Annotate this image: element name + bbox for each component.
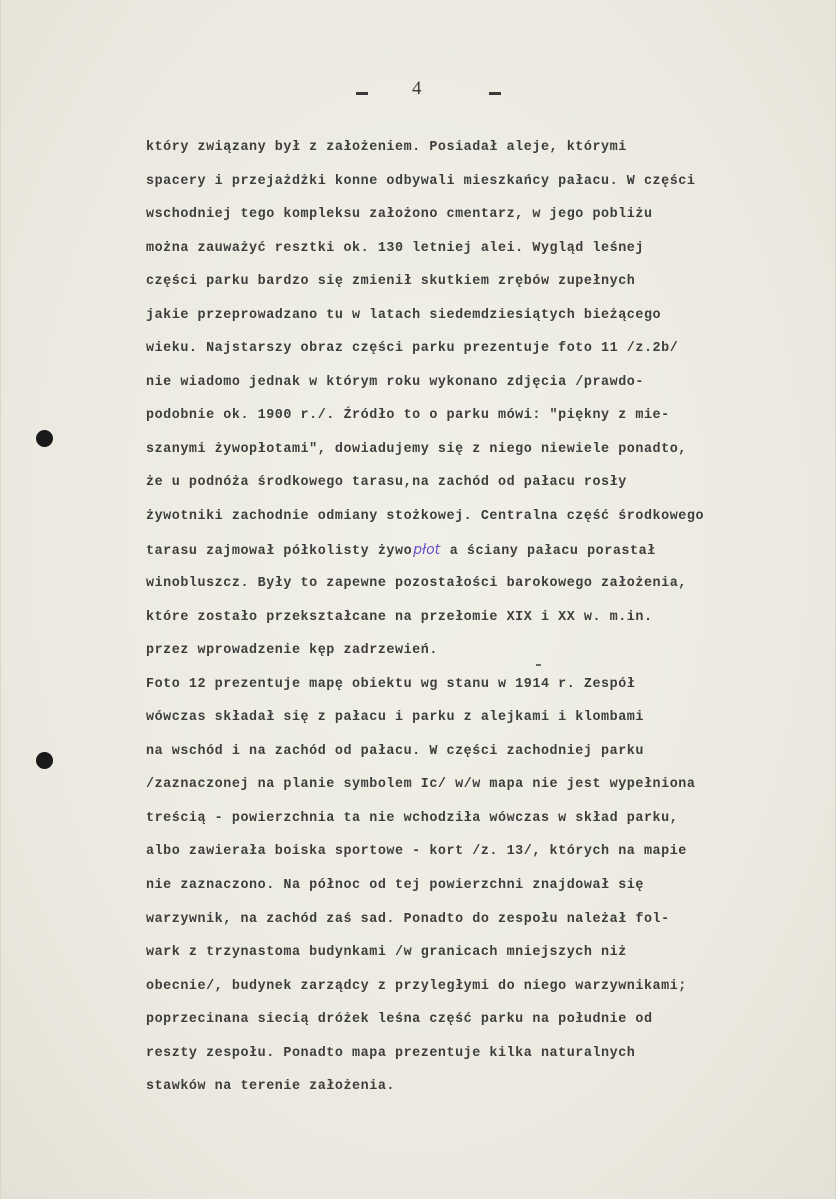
text-line-main: które zostało przekształcane na przełomie XIX i XX w. m.in. (146, 609, 653, 625)
text-line-main: jakie przeprowadzano tu w latach siedemdziesiątych bieżącego (146, 307, 662, 323)
text-line-main: szanymi żywopłotami", dowiadujemy się z niego niewiele ponadto, (146, 441, 687, 457)
text-line (146, 1070, 826, 1104)
text-line-main: wark z trzynastoma budynkami /w granicach mniejszych niż (146, 945, 627, 961)
ink-speck (536, 664, 541, 666)
text-line-main: na wschód i na zachód od pałacu. W części zachodniej parku (146, 743, 644, 759)
text-line-main: obecnie/, budynek zarządcy z przyległymi do niego warzywnikami; (146, 978, 687, 994)
body-text (146, 131, 826, 1104)
text-line (146, 768, 826, 802)
text-line (146, 970, 826, 1004)
text-line (146, 232, 826, 266)
text-line-main: albo zawierała boiska sportowe - kort /z. 13/, których na mapie (146, 844, 687, 860)
text-line-main: poprzecinana siecią dróżek leśna część parku na południe od (146, 1012, 653, 1028)
text-line-main: podobnie ok. 1900 r./. Źródło to o parku mówi: "piękny z mie- (146, 408, 670, 424)
text-line (146, 332, 826, 366)
text-line-main: treścią - powierzchnia ta nie wchodziła wówczas w skład parku, (146, 810, 679, 826)
text-line (146, 131, 826, 165)
text-line-main: wówczas składał się z pałacu i parku z alejkami i klombami (146, 710, 644, 726)
text-line (146, 534, 826, 568)
text-line (146, 198, 826, 232)
text-line (146, 500, 826, 534)
text-line-main: spacery i przejażdżki konne odbywali mieszkańcy pałacu. W części (146, 173, 696, 189)
text-line (146, 835, 826, 869)
punch-hole-top (36, 430, 53, 447)
text-line-main: reszty zespołu. Ponadto mapa prezentuje kilka naturalnych (146, 1045, 636, 1061)
text-line (146, 567, 826, 601)
punch-hole-bottom (36, 752, 53, 769)
text-line (146, 936, 826, 970)
text-line-main: wieku. Najstarszy obraz części parku prezentuje foto 11 /z.2b/ (146, 341, 679, 357)
text-line (146, 735, 826, 769)
text-line (146, 701, 826, 735)
text-line-main: Foto 12 prezentuje mapę obiektu wg stanu w 1914 r. Zespół (146, 676, 636, 692)
text-line-main: że u podnóża środkowego tarasu,na zachód od pałacu rosły (146, 475, 627, 491)
text-line (146, 802, 826, 836)
text-line (146, 1003, 826, 1037)
text-line (146, 634, 826, 668)
text-line-main: żywotniki zachodnie odmiany stożkowej. Centralna część środkowego (146, 509, 705, 525)
handwritten-annotation: płot (413, 541, 441, 558)
page-header (0, 78, 836, 108)
text-line (146, 265, 826, 299)
text-line-main: nie zaznaczono. Na północ od tej powierzchni znajdował się (146, 878, 644, 894)
page-number: 4 (412, 78, 422, 99)
text-line (146, 668, 826, 702)
text-line (146, 903, 826, 937)
text-line (146, 601, 826, 635)
text-line (146, 466, 826, 500)
text-line-main: części parku bardzo się zmienił skutkiem zrębów zupełnych (146, 274, 636, 290)
text-line (146, 1037, 826, 1071)
text-line-continuation: a ściany pałacu porastał (441, 543, 656, 559)
text-line-main: winobluszcz. Były to zapewne pozostałości barokowego założenia, (146, 576, 687, 592)
text-line-main: przez wprowadzenie kęp zadrzewień. (146, 643, 438, 659)
text-line-main: /zaznaczonej na planie symbolem Ic/ w/w mapa nie jest wypełniona (146, 777, 696, 793)
header-dash-right (489, 92, 501, 95)
text-line-main: tarasu zajmował półkolisty żywo (146, 543, 413, 559)
text-line-main: warzywnik, na zachód zaś sad. Ponadto do zespołu należał fol- (146, 911, 670, 927)
text-line-main: można zauważyć resztki ok. 130 letniej alei. Wygląd leśnej (146, 240, 644, 256)
header-dash-left (356, 92, 368, 95)
text-line (146, 399, 826, 433)
text-line-main: stawków na terenie założenia. (146, 1079, 395, 1095)
text-line-main: wschodniej tego kompleksu założono cmentarz, w jego pobliżu (146, 207, 653, 223)
text-line (146, 299, 826, 333)
text-line-main: który związany był z założeniem. Posiadał aleje, którymi (146, 140, 627, 155)
text-line (146, 366, 826, 400)
text-line (146, 869, 826, 903)
text-line (146, 165, 826, 199)
text-line (146, 433, 826, 467)
text-line-main: nie wiadomo jednak w którym roku wykonano zdjęcia /prawdo- (146, 374, 644, 390)
